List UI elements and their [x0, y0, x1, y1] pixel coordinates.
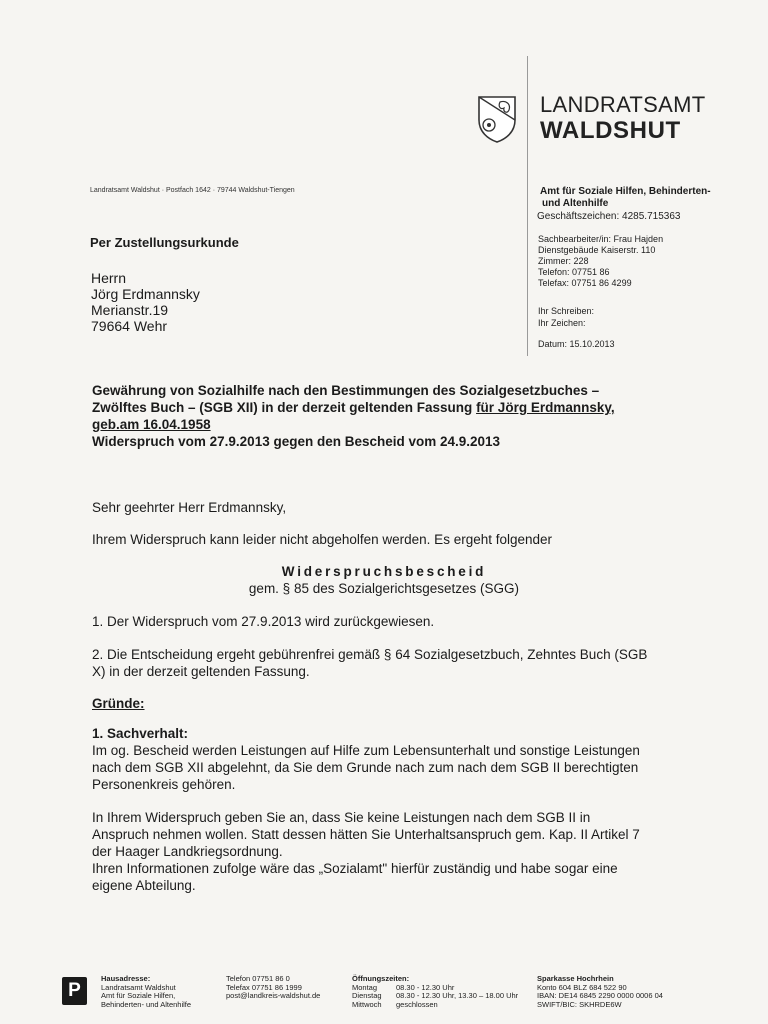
footer-fax: Telefax 07751 86 1999: [226, 982, 302, 992]
facts-heading: 1. Sachverhalt:: [92, 726, 189, 741]
subject-birthdate: geb.am 16.04.1958: [92, 417, 211, 432]
hours-day: Montag: [352, 982, 378, 992]
department-block: [540, 186, 711, 210]
subject-line2: [92, 399, 652, 416]
footer-hours: [352, 975, 518, 1009]
footer-address: [101, 975, 191, 1009]
recipient-street: Merianstr.19: [91, 302, 169, 318]
coat-of-arms-icon: [476, 94, 518, 144]
contact-block: [538, 234, 663, 289]
reference-number: Geschäftszeichen: 4285.715363: [537, 211, 681, 222]
hours-day: Mittwoch: [352, 999, 382, 1009]
recipient-city: 79664 Wehr: [91, 318, 168, 334]
parking-icon: P: [62, 977, 87, 1005]
footer-hours-table: [352, 984, 518, 1010]
claim-line4: Ihren Informationen zufolge wäre das „Sozialamt" hierfür zuständig und habe sogar eine: [92, 861, 618, 876]
department-line2: und Altenhilfe: [542, 198, 609, 209]
org-name-line1: LANDRATSAMT: [540, 92, 706, 117]
claim-line2: Anspruch nehmen wollen. Statt dessen hätten Sie Unterhaltsanspruch gem. Kap. II Artikel 7: [92, 827, 640, 842]
contact-building: Dienstgebäude Kaiserstr. 110: [538, 245, 656, 255]
point-2-line2: X) in der derzeit geltenden Fassung.: [92, 664, 310, 679]
letterhead-divider: [527, 56, 528, 356]
footer-bank-line1: Konto 604 BLZ 684 522 90: [537, 982, 627, 992]
claim-paragraph: [92, 809, 672, 894]
your-sign-label: Ihr Zeichen:: [538, 318, 586, 328]
sender-return-address: Landratsamt Waldshut · Postfach 1642 · 79744 Waldshut-Tiengen: [90, 187, 295, 194]
footer-bank-line2: IBAN: DE14 6845 2290 0000 0006 04: [537, 991, 663, 1001]
subject-block: [92, 382, 652, 450]
delivery-method: Per Zustellungsurkunde: [90, 235, 239, 250]
hours-time: 08.30 - 12.30 Uhr: [396, 982, 455, 992]
claim-line1: In Ihrem Widerspruch geben Sie an, dass Sie keine Leistungen nach dem SGB II in: [92, 810, 591, 825]
footer-bank-line3: SWIFT/BIC: SKHRDE6W: [537, 999, 622, 1009]
your-letter-label: Ihr Schreiben:: [538, 306, 595, 316]
facts-line2: nach dem SGB XII abgelehnt, da Sie dem Grunde nach zum nach dem SGB II berechtigten: [92, 760, 639, 775]
subject-line2-text: Zwölftes Buch – (SGB XII) in der derzeit geltenden Fassung: [92, 400, 477, 415]
subject-person: für Jörg Erdmannsky,: [476, 400, 615, 415]
footer-address-line2: Amt für Soziale Hilfen,: [101, 991, 176, 1001]
contact-fax: Telefax: 07751 86 4299: [538, 278, 632, 288]
hours-day: Dienstag: [352, 991, 382, 1001]
footer-email[interactable]: post@landkreis-waldshut.de: [226, 991, 321, 1001]
footer-bank: [537, 975, 663, 1009]
salutation: Sehr geehrter Herr Erdmannsky,: [92, 500, 287, 515]
org-name-line2: WALDSHUT: [540, 117, 681, 144]
recipient-name: Jörg Erdmannsky: [91, 286, 200, 302]
facts-line3: Personenkreis gehören.: [92, 777, 236, 792]
letter-date: Datum: 15.10.2013: [538, 339, 615, 349]
intro-text: Ihrem Widerspruch kann leider nicht abgeholfen werden. Es ergeht folgender: [92, 532, 553, 547]
recipient-salutation: Herrn: [91, 270, 127, 286]
footer-address-line1: Landratsamt Waldshut: [101, 982, 176, 992]
decision-basis: gem. § 85 des Sozialgerichtsgesetzes (SGG): [248, 581, 520, 596]
point-1: 1. Der Widerspruch vom 27.9.2013 wird zurückgewiesen.: [92, 614, 435, 629]
contact-room: Zimmer: 228: [538, 256, 589, 266]
point-2-line1: 2. Die Entscheidung ergeht gebührenfrei gemäß § 64 Sozialgesetzbuch, Zehntes Buch (SGB: [92, 647, 648, 662]
footer-hours-title: Öffnungszeiten:: [352, 974, 410, 983]
claim-line3: der Haager Landkriegsordnung.: [92, 844, 283, 859]
recipient-address: [91, 270, 200, 334]
subject-objection: Widerspruch vom 27.9.2013 gegen den Bescheid vom 24.9.2013: [92, 434, 501, 449]
department-line1: Amt für Soziale Hilfen, Behinderten-: [540, 186, 711, 197]
your-reference-block: [538, 305, 594, 329]
decision-title: Widerspruchsbescheid: [281, 564, 487, 579]
footer-contact: [226, 975, 320, 1001]
footer-phone: Telefon 07751 86 0: [226, 974, 290, 983]
point-2: [92, 646, 672, 680]
contact-officer: Sachbearbeiter/in: Frau Hajden: [538, 234, 664, 244]
claim-line5: eigene Abteilung.: [92, 878, 196, 893]
footer-bank-title: Sparkasse Hochrhein: [537, 974, 614, 983]
contact-phone: Telefon: 07751 86: [538, 267, 610, 277]
facts-paragraph: [92, 742, 672, 793]
facts-line1: Im og. Bescheid werden Leistungen auf Hilfe zum Lebensunterhalt und sonstige Leistungen: [92, 743, 640, 758]
reasons-heading: Gründe:: [92, 696, 145, 711]
subject-line1: Gewährung von Sozialhilfe nach den Bestimmungen des Sozialgesetzbuches –: [92, 383, 600, 398]
footer-address-title: Hausadresse:: [101, 974, 151, 983]
footer-address-line3: Behinderten- und Altenhilfe: [101, 999, 192, 1009]
hours-time: geschlossen: [396, 999, 438, 1009]
hours-time: 08.30 - 12.30 Uhr, 13.30 – 18.00 Uhr: [396, 991, 519, 1001]
